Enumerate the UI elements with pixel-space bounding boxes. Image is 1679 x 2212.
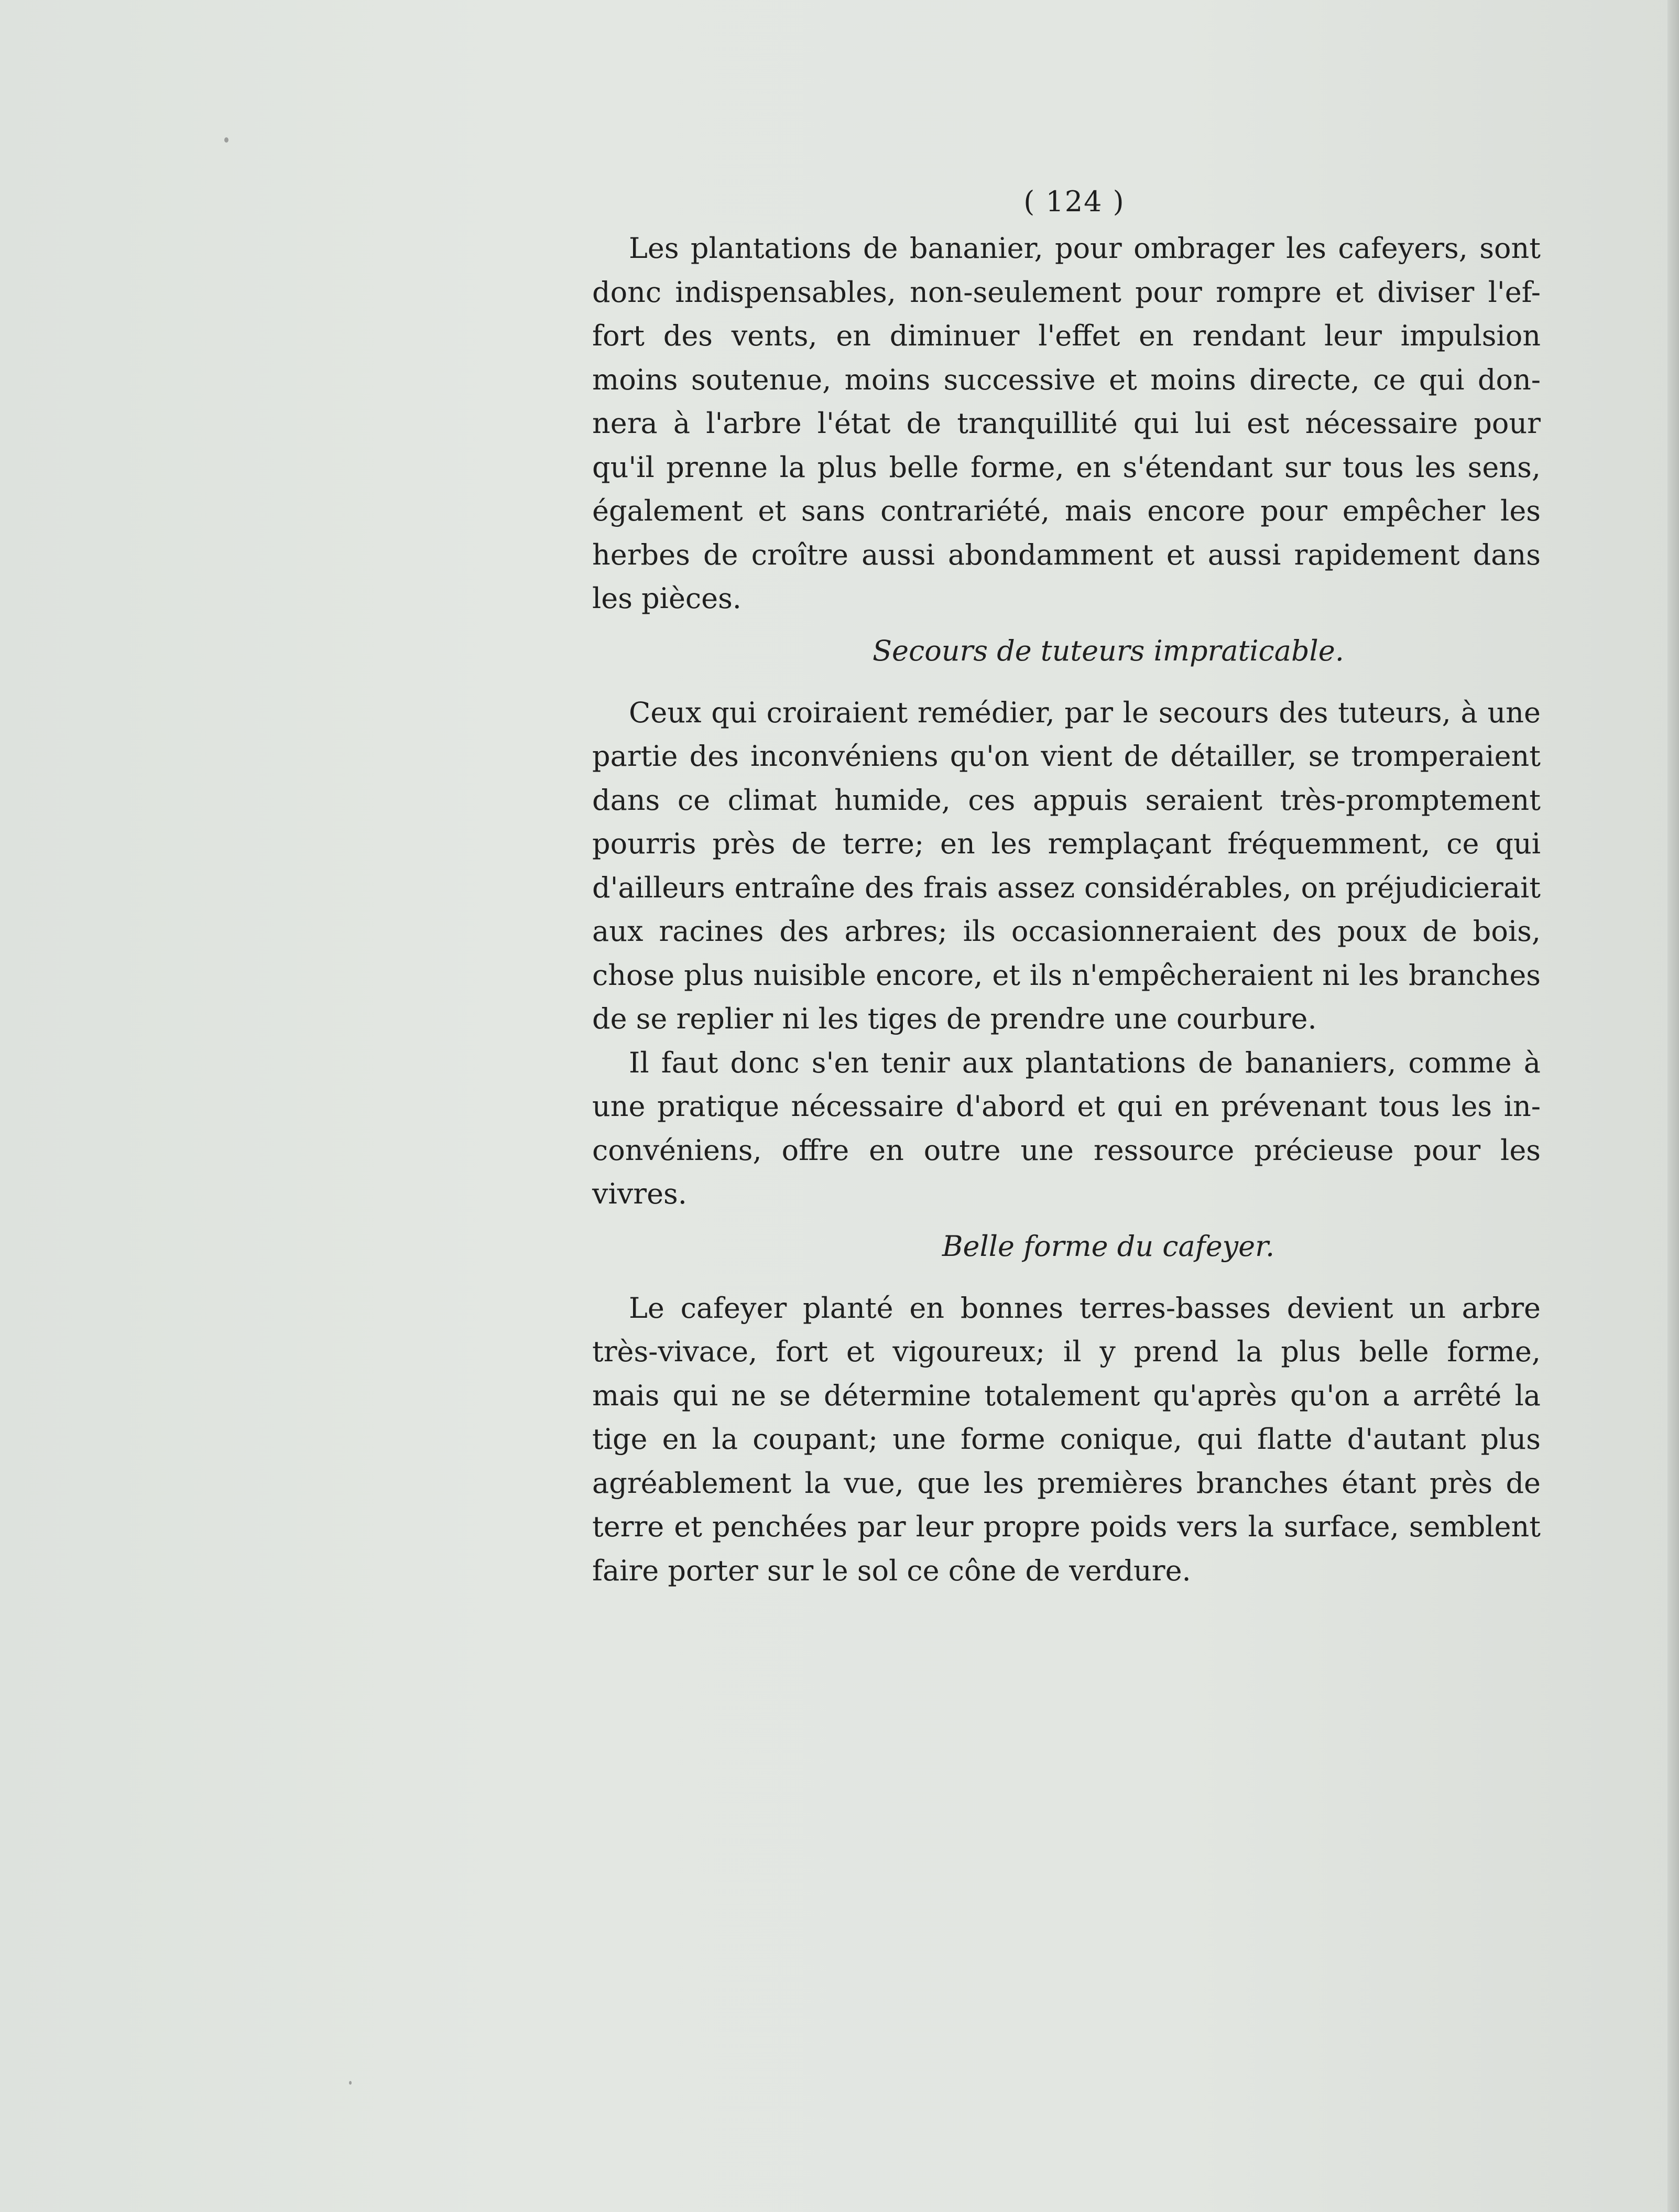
text-line: Le cafeyer planté en bonnes terres-basses devient un arbre — [629, 1291, 1541, 1325]
text-line: dans ce climat humide, ces appuis seraient très-promptement — [592, 783, 1541, 817]
text-line: tige en la coupant; une forme conique, qui flatte d'autant plus — [592, 1423, 1541, 1456]
text-line: Les plantations de bananier, pour ombrager les cafeyers, sont — [629, 232, 1541, 265]
text-line: très-vivace, fort et vigoureux; il y prend la plus belle forme, — [592, 1335, 1541, 1368]
text-line: de se replier ni les tiges de prendre une courbure. — [592, 1002, 1317, 1035]
text-line: agréablement la vue, que les premières branches étant près de — [592, 1466, 1541, 1500]
text-line: qu'il prenne la plus belle forme, en s'étendant sur tous les sens, — [592, 450, 1541, 484]
ink-speck — [349, 2081, 352, 2085]
text-line: une pratique nécessaire d'abord et qui en prévenant tous les in- — [592, 1090, 1541, 1123]
text-line: convéniens, offre en outre une ressource précieuse pour les — [592, 1133, 1541, 1167]
text-line: Il faut donc s'en tenir aux plantations de bananiers, comme à — [629, 1046, 1541, 1079]
text-line: terre et penchées par leur propre poids vers la surface, semblent — [592, 1510, 1541, 1543]
text-line: d'ailleurs entraîne des frais assez considérables, on préjudicierait — [592, 871, 1541, 904]
paragraph-bananiers — [592, 1041, 1541, 1216]
text-line: également et sans contrariété, mais encore pour empêcher les — [592, 494, 1541, 527]
section-heading-forme: Belle forme du cafeyer. — [942, 1229, 1275, 1263]
page-text — [592, 178, 1541, 1592]
ink-speck — [224, 137, 228, 143]
text-line: partie des inconvéniens qu'on vient de détailler, se tromperaient — [592, 740, 1541, 773]
text-line: mais qui ne se détermine totalement qu'après qu'on a arrêté la — [592, 1379, 1541, 1412]
text-line: les pièces. — [592, 582, 742, 615]
text-line: faire porter sur le sol ce cône de verdure. — [592, 1554, 1191, 1587]
text-line: nera à l'arbre l'état de tranquillité qui lui est nécessaire pour — [592, 407, 1541, 440]
section-heading-tuteurs: Secours de tuteurs impraticable. — [873, 634, 1344, 667]
page-edge — [1667, 0, 1679, 2212]
text-line: herbes de croître aussi abondamment et aussi rapidement dans — [592, 538, 1541, 571]
paragraph-plantations — [592, 226, 1541, 621]
text-line: vivres. — [592, 1177, 687, 1210]
text-line: fort des vents, en diminuer l'effet en rendant leur impulsion — [592, 319, 1541, 352]
text-line: chose plus nuisible encore, et ils n'empêcheraient ni les branches — [592, 958, 1541, 992]
text-line: pourris près de terre; en les remplaçant fréquemment, ce qui — [592, 827, 1541, 860]
text-line: moins soutenue, moins successive et moins directe, ce qui don- — [592, 363, 1541, 396]
text-line: Ceux qui croiraient remédier, par le secours des tuteurs, à une — [629, 696, 1541, 729]
text-line: donc indispensables, non-seulement pour rompre et diviser l'ef- — [592, 275, 1541, 309]
text-line: aux racines des arbres; ils occasionneraient des poux de bois, — [592, 915, 1541, 948]
paragraph-tuteurs — [592, 691, 1541, 1041]
paragraph-forme — [592, 1286, 1541, 1593]
page-number: ( 124 ) — [1023, 185, 1125, 218]
